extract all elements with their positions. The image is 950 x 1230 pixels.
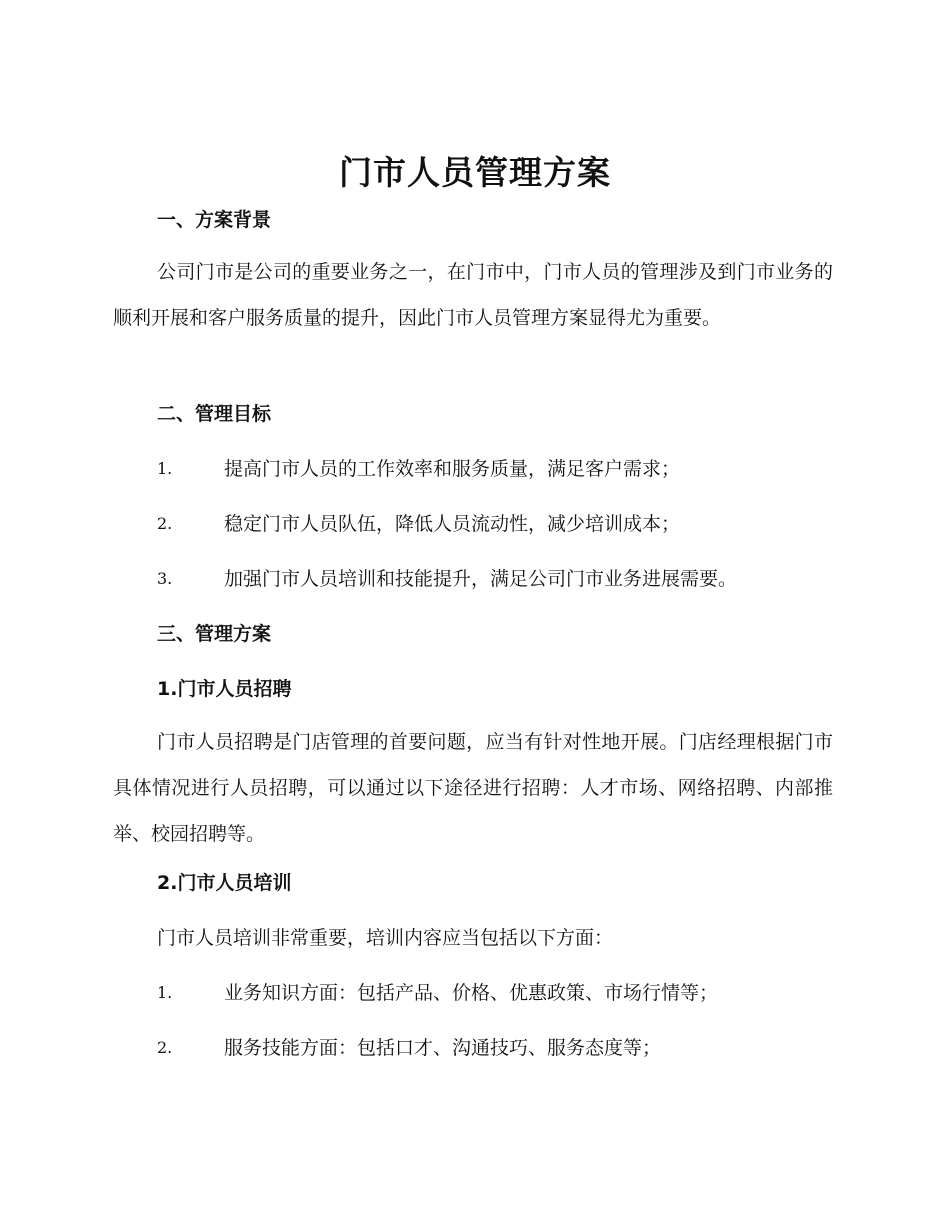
section-heading-background: 一、方案背景	[157, 209, 272, 231]
background-paragraph: 公司门市是公司的重要业务之一，在门市中，门市人员的管理涉及到门市业务的顺利开展和客户服务质量的提升，因此门市人员管理方案显得尤为重要。	[113, 261, 833, 329]
subsection-heading-recruitment: 1.门市人员招聘	[157, 678, 292, 700]
document-title: 门市人员管理方案	[339, 153, 611, 192]
list-number: 1.	[157, 983, 173, 1002]
list-number: 3.	[157, 569, 173, 588]
training-intro-paragraph: 门市人员培训非常重要，培训内容应当包括以下方面：	[157, 927, 614, 949]
section-heading-plan: 三、管理方案	[157, 623, 272, 645]
list-text: 提高门市人员的工作效率和服务质量，满足客户需求；	[224, 458, 681, 480]
subsection-heading-training: 2.门市人员培训	[157, 872, 292, 894]
recruitment-paragraph: 门市人员招聘是门店管理的首要问题，应当有针对性地开展。门店经理根据门市具体情况进行人员招聘，可以通过以下途径进行招聘：人才市场、网络招聘、内部推举、校园招聘等。	[113, 731, 833, 845]
list-text: 加强门市人员培训和技能提升，满足公司门市业务进展需要。	[224, 568, 738, 590]
list-number: 2.	[157, 1038, 173, 1057]
list-text: 业务知识方面：包括产品、价格、优惠政策、市场行情等；	[224, 982, 719, 1004]
list-text: 稳定门市人员队伍，降低人员流动性，减少培训成本；	[224, 513, 681, 535]
list-text: 服务技能方面：包括口才、沟通技巧、服务态度等；	[224, 1037, 662, 1059]
list-number: 2.	[157, 514, 173, 533]
section-heading-goals: 二、管理目标	[157, 403, 272, 425]
list-number: 1.	[157, 459, 173, 478]
